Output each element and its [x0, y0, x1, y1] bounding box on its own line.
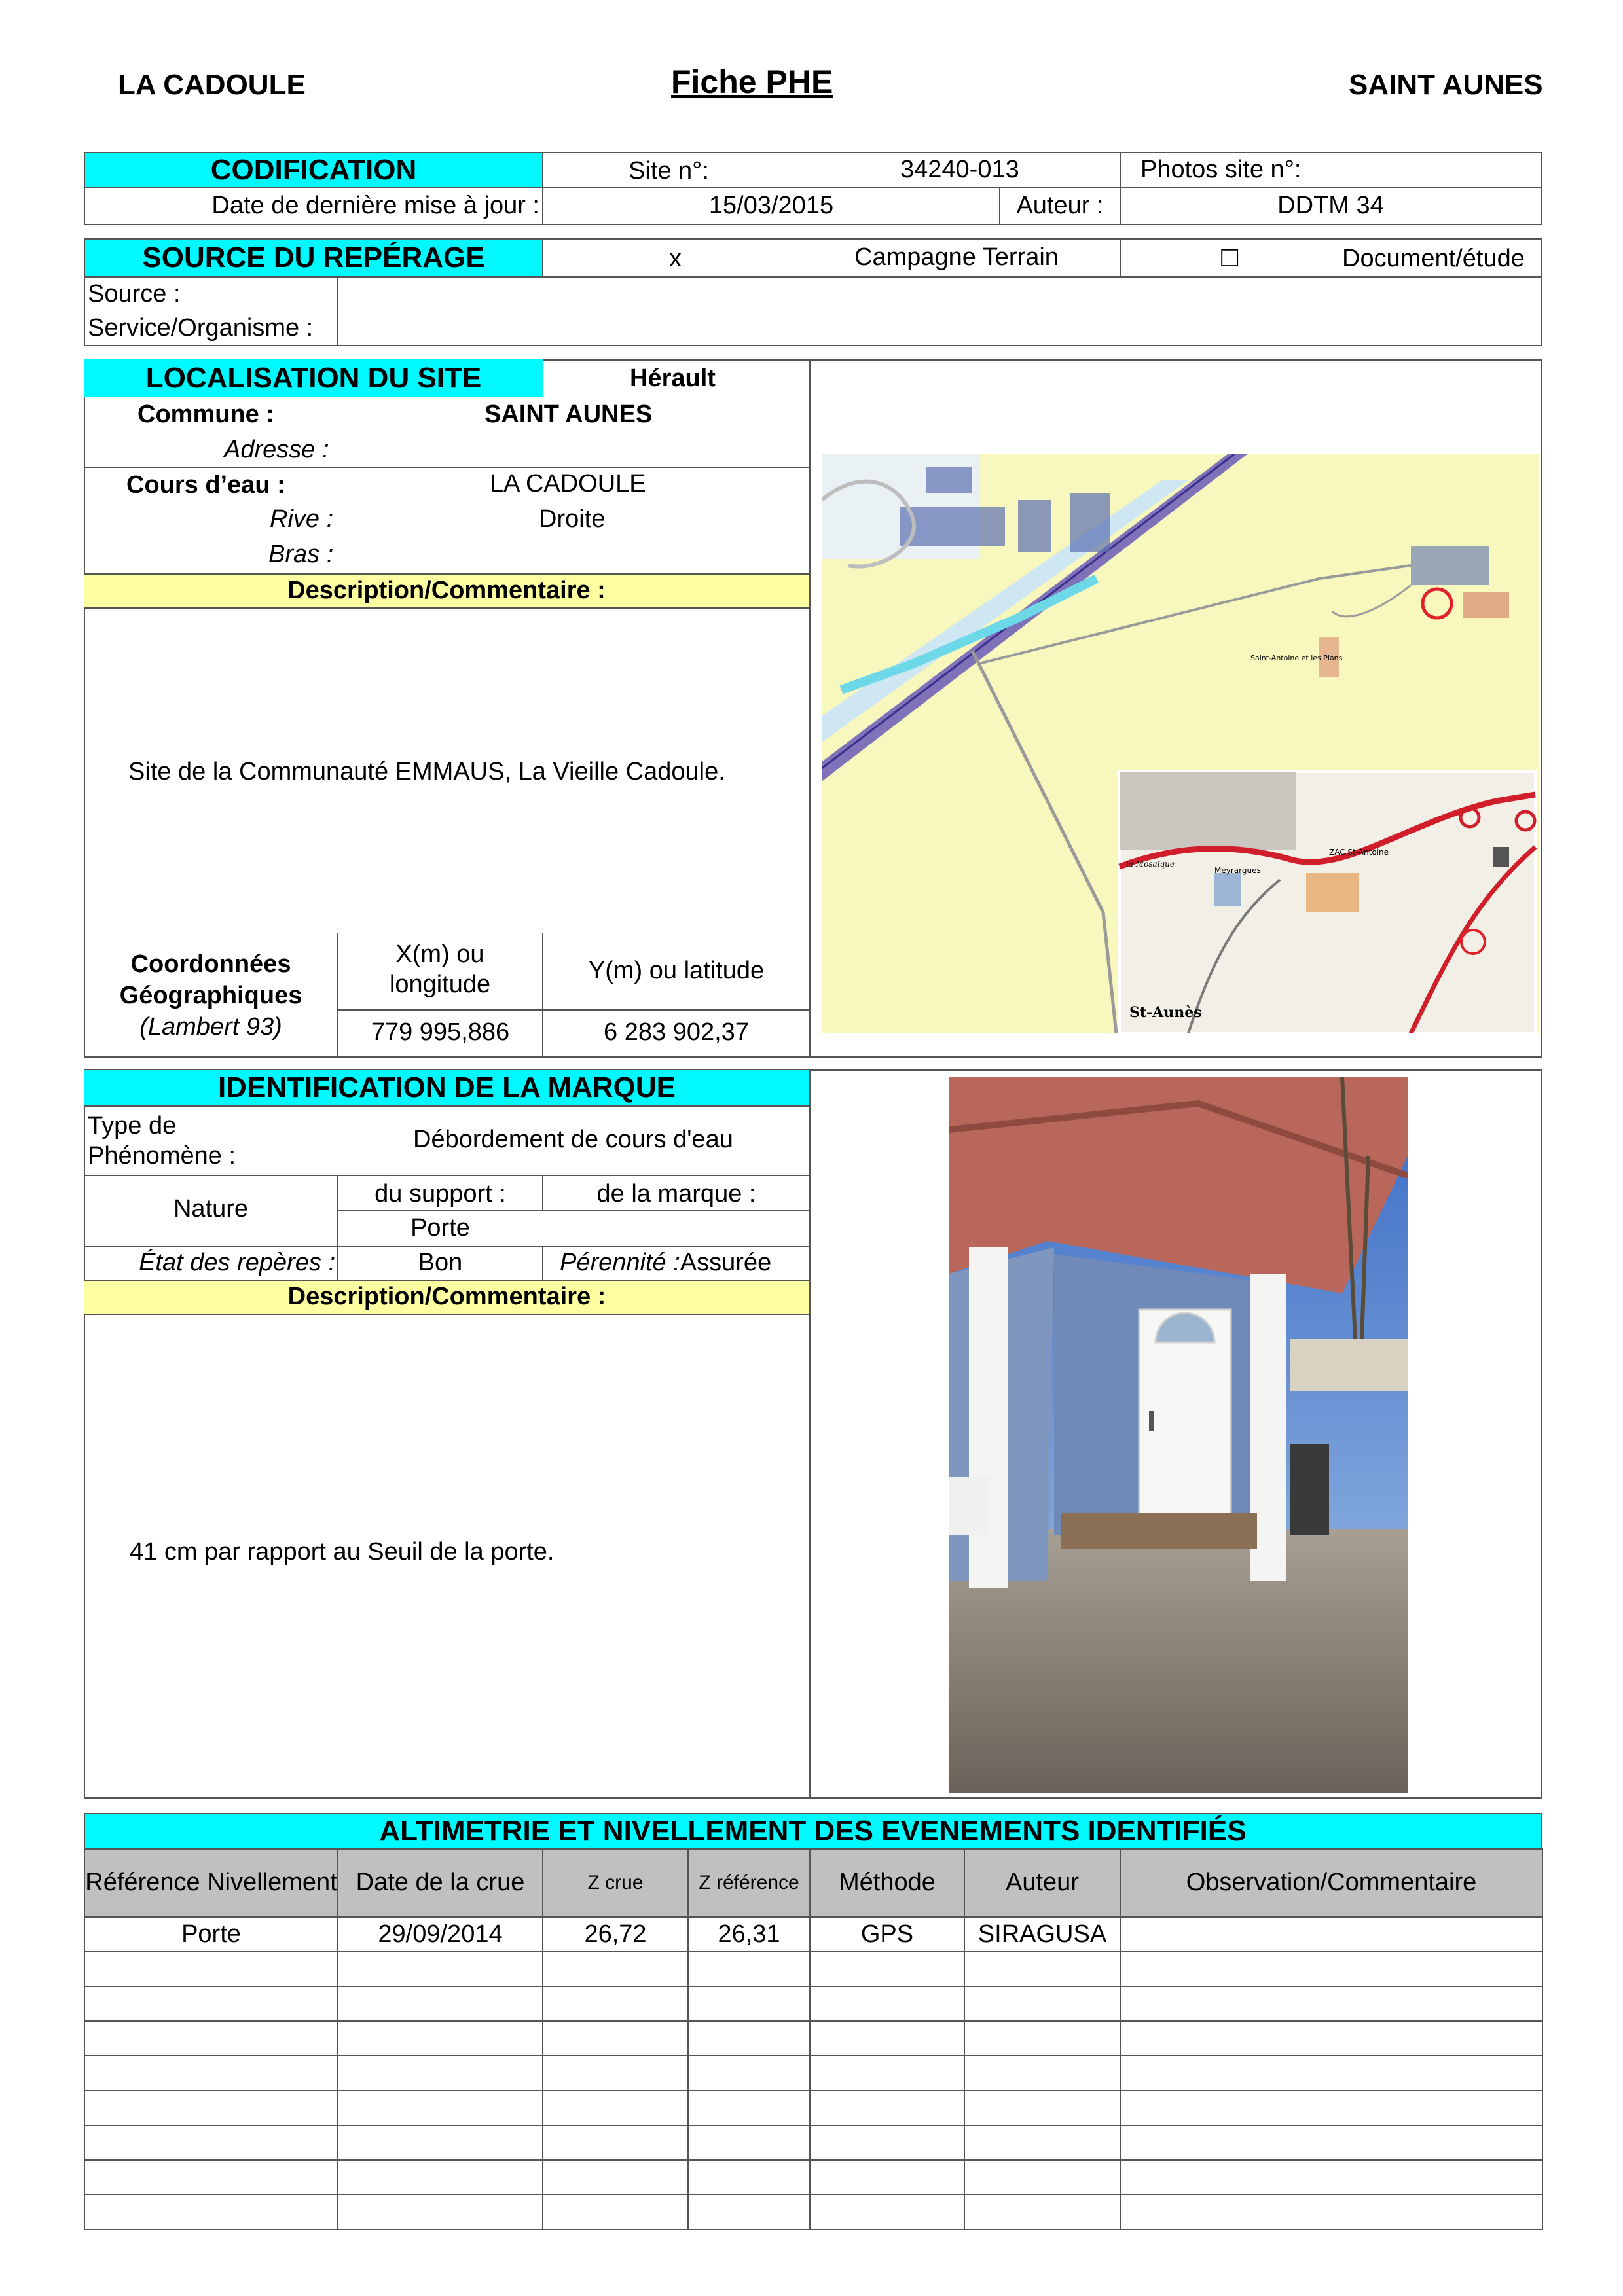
- table-cell: [964, 2194, 1121, 2230]
- location-map: [822, 454, 1539, 1033]
- localisation-desc-text: Site de la Communauté EMMAUS, La Vieille Cadoule.: [128, 758, 725, 785]
- table-cell: [809, 2194, 965, 2230]
- date-value: 15/03/2015: [542, 187, 1000, 225]
- codification-title: CODIFICATION: [84, 152, 543, 188]
- table-cell: 26,31: [687, 1916, 811, 1952]
- table-cell: [809, 2159, 965, 2195]
- option-terrain-label: Campagne Terrain: [854, 243, 1059, 271]
- site-photo: [949, 1077, 1408, 1793]
- table-cell: [84, 2194, 338, 2230]
- table-header-cell: Date de la crue: [337, 1848, 543, 1918]
- table-cell: [84, 2020, 338, 2056]
- table-cell: [964, 2020, 1121, 2056]
- table-cell: [1120, 2159, 1543, 2195]
- photos-site-label: Photos site n°:: [1120, 152, 1542, 188]
- map-label-mosaique: la Mosaïque: [1126, 859, 1175, 869]
- table-cell: SIRAGUSA: [964, 1916, 1121, 1952]
- table-cell: [84, 1951, 338, 1987]
- table-cell: [964, 2125, 1121, 2161]
- table-cell: [84, 2159, 338, 2195]
- localisation-title: LOCALISATION DU SITE: [84, 359, 543, 397]
- site-photo-svg: [949, 1077, 1408, 1793]
- map-label-st-aunes: St-Aunès: [1129, 1004, 1202, 1021]
- nature-label: Nature: [173, 1195, 249, 1223]
- table-cell: [542, 2159, 689, 2195]
- perennite: [560, 1249, 771, 1277]
- map-label-meyrargues: Meyrargues: [1214, 866, 1261, 875]
- table-cell: [337, 2020, 543, 2056]
- checkbox-terrain: x: [669, 245, 682, 272]
- x-label: X(m) ou longitude: [389, 941, 491, 998]
- map-label-saint-antoine: Saint-Antoine et les Plans: [1250, 654, 1343, 662]
- date-label: Date de dernière mise à jour :: [84, 187, 543, 225]
- identification-desc-text: 41 cm par rapport au Seuil de la porte.: [130, 1538, 555, 1566]
- support-value: Porte: [410, 1214, 470, 1242]
- table-cell: [1120, 2020, 1543, 2056]
- table-cell: [1120, 1916, 1543, 1952]
- auteur-value: DDTM 34: [1120, 187, 1542, 225]
- table-cell: [84, 2125, 338, 2161]
- marque-label: de la marque :: [596, 1180, 756, 1208]
- table-cell: [542, 2055, 689, 2091]
- rive-value: Droite: [539, 505, 606, 533]
- table-cell: [337, 2055, 543, 2091]
- location-map-svg: [822, 454, 1539, 1033]
- table-cell: [687, 2159, 811, 2195]
- map-label-zac: ZAC St-Antoine: [1329, 848, 1389, 857]
- table-cell: [1120, 1951, 1543, 1987]
- table-cell: [687, 2055, 811, 2091]
- table-cell: [964, 2055, 1121, 2091]
- table-cell: 26,72: [542, 1916, 689, 1952]
- table-cell: [337, 2194, 543, 2230]
- table-cell: [964, 1986, 1121, 2022]
- site-number-label: Site n°:: [629, 157, 709, 185]
- table-cell: [1120, 1986, 1543, 2022]
- altimetrie-title: ALTIMETRIE ET NIVELLEMENT DES EVENEMENTS IDENTIFIÉS: [84, 1813, 1542, 1850]
- table-cell: [542, 2020, 689, 2056]
- auteur-label: Auteur :: [999, 187, 1121, 225]
- table-cell: [687, 2020, 811, 2056]
- identification-desc-label: Description/Commentaire :: [84, 1280, 809, 1315]
- table-cell: [1120, 2090, 1543, 2126]
- table-cell: [809, 1986, 965, 2022]
- site-number-value: 34240-013: [900, 156, 1019, 183]
- table-cell: [964, 2090, 1121, 2126]
- table-cell: [337, 1951, 543, 1987]
- table-cell: [1120, 2125, 1543, 2161]
- table-cell: [809, 2055, 965, 2091]
- etat-value: Bon: [418, 1249, 463, 1276]
- identification-title: IDENTIFICATION DE LA MARQUE: [84, 1070, 809, 1107]
- table-cell: [542, 2090, 689, 2126]
- table-cell: [84, 2090, 338, 2126]
- table-cell: [542, 2125, 689, 2161]
- table-cell: [84, 1986, 338, 2022]
- table-cell: [687, 1986, 811, 2022]
- localisation-desc-label: Description/Commentaire :: [84, 573, 809, 609]
- cours-eau-label: Cours d’eau :: [126, 471, 285, 499]
- commune-value: SAINT AUNES: [484, 401, 653, 428]
- header-commune: SAINT AUNES: [1349, 69, 1543, 101]
- source-title: SOURCE DU REPÉRAGE: [84, 238, 543, 278]
- adresse-label: Adresse :: [224, 436, 329, 463]
- table-cell: [1120, 2055, 1543, 2091]
- table-cell: [687, 2125, 811, 2161]
- header-river: LA CADOULE: [118, 69, 306, 101]
- table-cell: [542, 1951, 689, 1987]
- page-title: Fiche PHE: [671, 63, 833, 100]
- table-cell: GPS: [809, 1916, 965, 1952]
- table-cell: [542, 1986, 689, 2022]
- table-cell: [337, 2125, 543, 2161]
- table-cell: [84, 2055, 338, 2091]
- bras-label: Bras :: [268, 541, 334, 568]
- type-value: Débordement de cours d'eau: [413, 1126, 733, 1153]
- table-cell: [337, 2159, 543, 2195]
- table-header-cell: Z crue: [542, 1848, 689, 1918]
- commune-label: Commune :: [137, 401, 274, 428]
- table-header-cell: Auteur: [964, 1848, 1121, 1918]
- perennite-value: Assurée: [680, 1249, 772, 1276]
- coord-label-1: Coordonnées: [130, 950, 291, 978]
- type-label: Type de Phénomène :: [88, 1112, 236, 1170]
- table-header-cell: Méthode: [809, 1848, 965, 1918]
- table-cell: [809, 2125, 965, 2161]
- support-label: du support :: [374, 1180, 506, 1208]
- table-cell: Porte: [84, 1916, 338, 1952]
- table-cell: [1120, 2194, 1543, 2230]
- departement: Hérault: [630, 365, 716, 392]
- table-cell: [542, 2194, 689, 2230]
- coord-label-2: Géographiques: [119, 982, 302, 1009]
- table-cell: [809, 2020, 965, 2056]
- table-cell: [809, 2090, 965, 2126]
- y-value: 6 283 902,37: [604, 1018, 749, 1046]
- table-header-cell: Référence Nivellement: [84, 1848, 338, 1918]
- table-cell: [964, 1951, 1121, 1987]
- coord-label-3: (Lambert 93): [139, 1013, 282, 1041]
- table-header-cell: Z référence: [687, 1848, 811, 1918]
- cours-eau-value: LA CADOULE: [490, 470, 646, 497]
- rive-label: Rive :: [270, 505, 334, 533]
- option-document-label: Document/étude: [1342, 245, 1525, 272]
- table-cell: [964, 2159, 1121, 2195]
- table-cell: [687, 2090, 811, 2126]
- x-value: 779 995,886: [371, 1018, 510, 1046]
- table-cell: [687, 2194, 811, 2230]
- perennite-label: Pérennité :: [560, 1249, 680, 1276]
- table-cell: [809, 1951, 965, 1987]
- source-label: Source :: [88, 280, 181, 308]
- checkbox-document: ☐: [1219, 245, 1241, 272]
- table-cell: [337, 1986, 543, 2022]
- y-label: Y(m) ou latitude: [588, 957, 765, 984]
- table-cell: 29/09/2014: [337, 1916, 543, 1952]
- service-label: Service/Organisme :: [88, 314, 314, 342]
- table-cell: [687, 1951, 811, 1987]
- table-cell: [337, 2090, 543, 2126]
- table-header-cell: Observation/Commentaire: [1120, 1848, 1543, 1918]
- etat-label: État des repères :: [139, 1249, 335, 1276]
